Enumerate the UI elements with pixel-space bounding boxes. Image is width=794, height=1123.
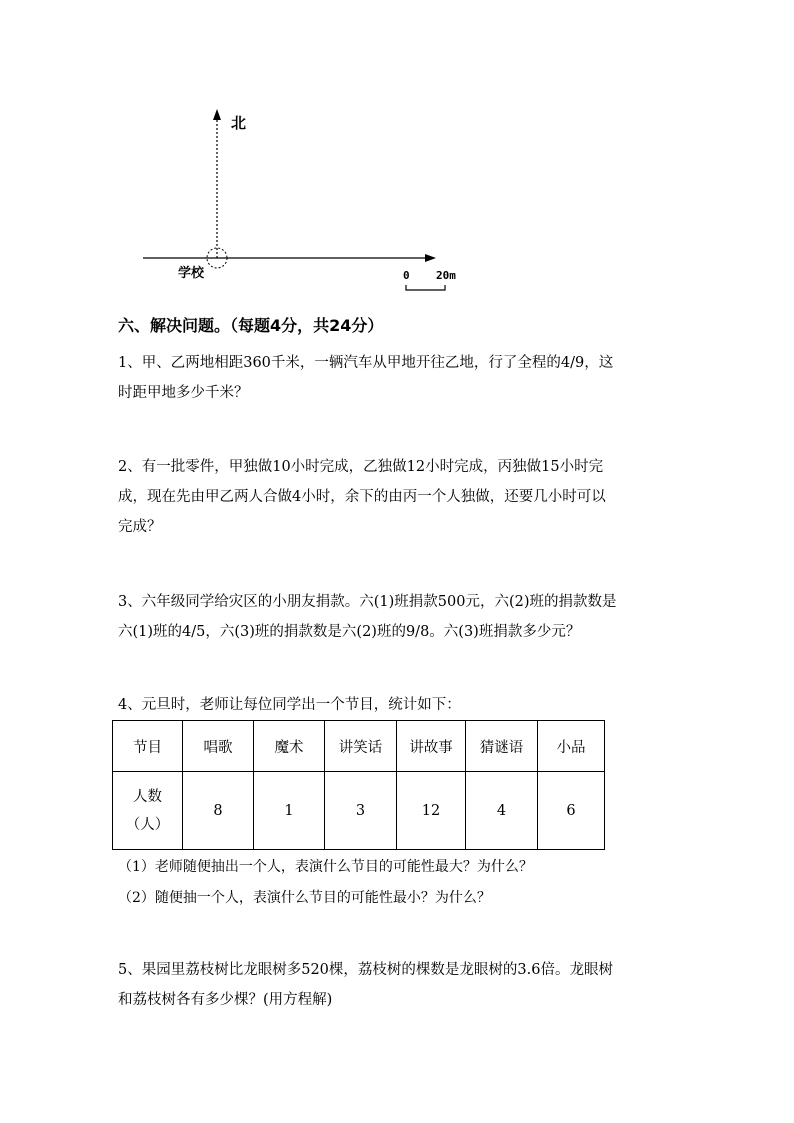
table-header-cell: 魔术 bbox=[254, 721, 325, 772]
table-cell: 3 bbox=[325, 772, 397, 850]
question-5 bbox=[118, 955, 678, 1015]
east-arrowhead bbox=[425, 254, 436, 262]
question-2-line-2: 成，现在先由甲乙两人合做4小时，余下的由丙一个人独做，还要几小时可以 bbox=[118, 489, 606, 505]
scale-max-label: 20m bbox=[436, 269, 456, 282]
row-label-cell bbox=[113, 772, 183, 850]
table-row bbox=[113, 772, 605, 850]
table-header-cell: 猜谜语 bbox=[466, 721, 538, 772]
question-5-line-2: 和荔枝树各有多少棵？(用方程解) bbox=[118, 992, 333, 1008]
question-2-line-3: 完成？ bbox=[118, 519, 162, 535]
table-cell: 12 bbox=[397, 772, 466, 850]
scale-zero-label: 0 bbox=[403, 269, 410, 282]
north-label: 北 bbox=[231, 114, 247, 132]
row-label-line-1: 人数 bbox=[133, 788, 162, 805]
table-header-cell: 讲故事 bbox=[397, 721, 466, 772]
table-header-cell: 节目 bbox=[113, 721, 183, 772]
question-1 bbox=[118, 348, 678, 408]
table-cell: 6 bbox=[538, 772, 605, 850]
question-2-line-1: 2、有一批零件，甲独做10小时完成，乙独做12小时完成，丙独做15小时完 bbox=[118, 459, 604, 475]
question-4-sub-2: （2）随便抽一个人，表演什么节目的可能性最小？为什么？ bbox=[118, 890, 491, 906]
north-arrowhead bbox=[213, 109, 221, 120]
question-5-line-1: 5、果园里荔枝树比龙眼树多520棵，荔枝树的棵数是龙眼树的3.6倍。龙眼树 bbox=[118, 962, 613, 978]
row-label-line-2: （人） bbox=[125, 816, 170, 833]
scale-bar bbox=[406, 285, 445, 290]
table-header-cell: 小品 bbox=[538, 721, 605, 772]
school-label: 学校 bbox=[178, 266, 205, 281]
table-header-cell: 唱歌 bbox=[183, 721, 254, 772]
section-title: 六、解决问题。（每题4分，共24分） bbox=[118, 316, 384, 335]
program-stats-table bbox=[112, 720, 605, 850]
table-header-cell: 讲笑话 bbox=[325, 721, 397, 772]
direction-diagram bbox=[0, 0, 794, 310]
question-3-line-1: 3、六年级同学给灾区的小朋友捐款。六(1)班捐款500元，六(2)班的捐款数是 bbox=[118, 594, 617, 610]
table-header-row bbox=[113, 721, 605, 772]
question-1-line-2: 时距甲地多少千米？ bbox=[118, 385, 249, 401]
question-1-line-1: 1、甲、乙两地相距360千米，一辆汽车从甲地开往乙地，行了全程的4/9，这 bbox=[118, 355, 614, 371]
map-axes bbox=[0, 0, 794, 310]
question-3 bbox=[118, 587, 678, 647]
table-cell: 1 bbox=[254, 772, 325, 850]
question-3-line-2: 六(1)班的4/5，六(3)班的捐款数是六(2)班的9/8。六(3)班捐款多少元？ bbox=[118, 624, 581, 640]
question-4-sub-1: （1）老师随便抽出一个人，表演什么节目的可能性最大？为什么？ bbox=[118, 859, 533, 875]
question-2 bbox=[118, 452, 678, 542]
table-cell: 8 bbox=[183, 772, 254, 850]
table-cell: 4 bbox=[466, 772, 538, 850]
question-4-intro: 4、元旦时，老师让每位同学出一个节目，统计如下： bbox=[118, 697, 461, 713]
